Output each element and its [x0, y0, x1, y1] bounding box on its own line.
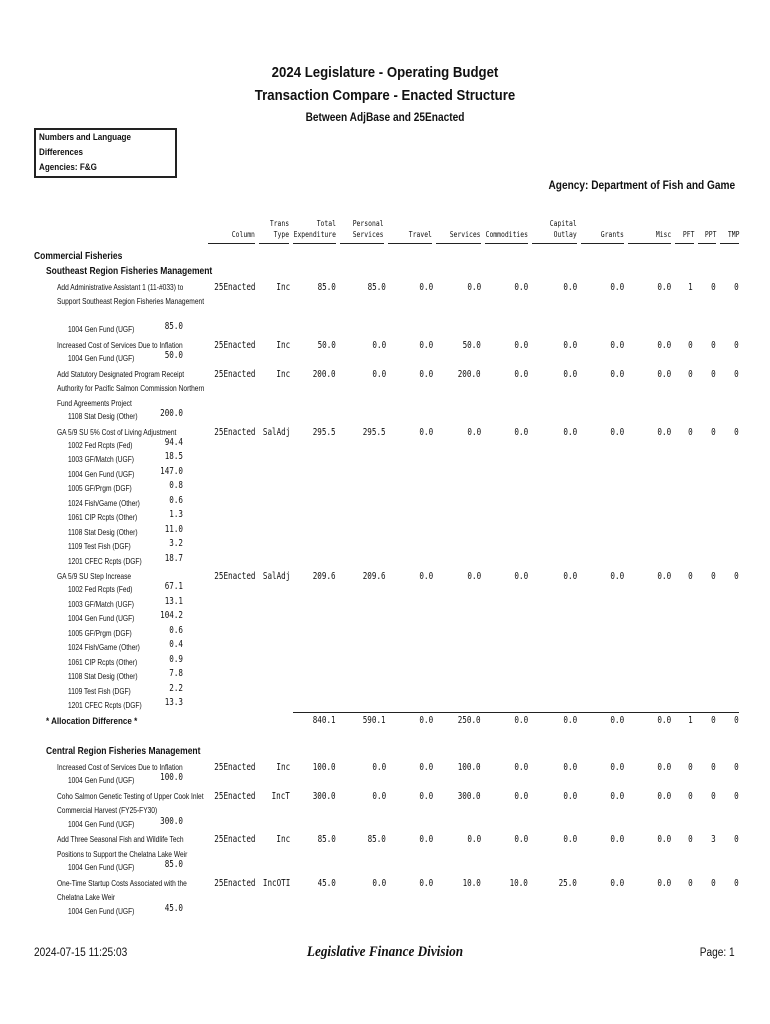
allocation-total-services: 250.0 [458, 715, 481, 726]
southeast-txn-4-capital-outlay: 0.0 [563, 571, 577, 582]
southeast-txn-0-personal-services: 85.0 [367, 282, 386, 293]
southeast-txn-0-fund-0-name: 1004 Gen Fund (UGF) [68, 324, 135, 335]
central-txn-2-personal-services: 85.0 [367, 834, 386, 846]
southeast-txn-3-fund-8-name: 1201 CFEC Rcpts (DGF) [68, 555, 142, 566]
southeast-txn-1-fund-0-amount: 50.0 [164, 350, 183, 362]
central-txn-1-fund-0-name: 1004 Gen Fund (UGF) [68, 818, 135, 829]
header-grants-line-1 [601, 218, 624, 229]
header-pft-underline [675, 243, 694, 244]
southeast-txn-1-services: 50.0 [462, 339, 481, 351]
southeast-txn-0-commodities: 0.0 [514, 282, 528, 293]
central-txn-1-fund-0-amount: 300.0 [160, 815, 183, 827]
central-txn-3-travel: 0.0 [419, 877, 433, 889]
southeast-txn-0-column: 25Enacted [213, 282, 255, 293]
header-total-expenditure [294, 218, 336, 240]
southeast-txn-4-travel: 0.0 [419, 571, 433, 582]
southeast-txn-2-tmp: 0 [734, 368, 739, 380]
central-txn-2-misc: 0.0 [657, 834, 671, 846]
southeast-txn-1-description: Increased Cost of Services Due to Inflation [57, 339, 183, 350]
central-txn-1-services: 300.0 [458, 790, 481, 802]
filter-line-2: Differences [39, 147, 83, 158]
central-txn-1-tmp: 0 [734, 790, 739, 802]
southeast-txn-4-fund-4-name: 1024 Fish/Game (Other) [68, 642, 140, 653]
central-txn-2-grants: 0.0 [610, 834, 624, 846]
southeast-txn-3-fund-6-amount: 11.0 [164, 523, 183, 535]
header-total-expenditure-line-1: Total [316, 219, 336, 228]
southeast-txn-4-fund-0-amount: 67.1 [164, 581, 183, 593]
central-txn-3-commodities: 10.0 [509, 877, 528, 889]
southeast-txn-1-capital-outlay: 0.0 [563, 339, 577, 351]
southeast-txn-4-fund-5-amount: 0.9 [169, 653, 183, 665]
central-txn-0-tmp: 0 [734, 762, 739, 773]
filter-box [34, 128, 177, 178]
southeast-txn-2-misc: 0.0 [657, 368, 671, 380]
southeast-txn-3-fund-7-amount: 3.2 [169, 538, 183, 550]
report-title-line2: Transaction Compare - Enacted Structure [254, 87, 516, 104]
header-pft-line-2: PFT [682, 230, 694, 239]
allocation-total-rule [293, 712, 739, 713]
header-personal-services-line-2: Services [353, 230, 384, 239]
southeast-txn-4-fund-8-name: 1201 CFEC Rcpts (DGF) [68, 700, 142, 711]
southeast-txn-4-fund-6-name: 1108 Stat Desig (Other) [68, 671, 138, 682]
component-heading-southeast: Southeast Region Fisheries Management [46, 266, 213, 277]
header-capital-outlay-underline [532, 243, 577, 244]
header-misc-line-1 [656, 218, 671, 229]
header-travel-underline [388, 243, 432, 244]
central-txn-2-description: Add Three Seasonal Fish and Wildlife Tech Positions to Support the Chelatna Lake Weir [57, 834, 188, 859]
central-txn-1-travel: 0.0 [419, 790, 433, 802]
central-txn-0-trans-type: Inc [276, 762, 290, 773]
central-txn-0-services: 100.0 [458, 762, 481, 773]
southeast-txn-4-fund-3-amount: 0.6 [169, 624, 183, 636]
header-personal-services-underline [340, 243, 384, 244]
footer-page-number: Page: 1 [700, 947, 735, 959]
southeast-txn-2-trans-type: Inc [276, 368, 290, 380]
header-services [450, 218, 481, 240]
central-txn-2-total-expenditure: 85.0 [317, 834, 336, 846]
allocation-difference-label: * Allocation Difference * [46, 716, 138, 727]
header-misc-line-2: Misc [655, 230, 671, 239]
southeast-txn-3-personal-services: 295.5 [363, 426, 386, 438]
southeast-txn-3-tmp: 0 [734, 426, 739, 438]
header-ppt [704, 218, 716, 240]
allocation-total-commodities: 0.0 [514, 715, 528, 726]
central-txn-0-personal-services: 0.0 [372, 762, 386, 773]
southeast-txn-0-pft: 1 [688, 282, 693, 293]
central-txn-1-grants: 0.0 [610, 790, 624, 802]
header-commodities-line-1 [486, 218, 528, 229]
central-txn-0-fund-0-name: 1004 Gen Fund (UGF) [68, 775, 135, 786]
report-subtitle: Between AdjBase and 25Enacted [305, 112, 465, 124]
southeast-txn-3-fund-1-amount: 18.5 [164, 451, 183, 463]
central-txn-0-grants: 0.0 [610, 762, 624, 773]
southeast-txn-2-total-expenditure: 200.0 [313, 368, 336, 380]
southeast-txn-4-fund-1-amount: 13.1 [164, 595, 183, 607]
header-travel-line-2: Travel [408, 230, 432, 239]
central-txn-3-grants: 0.0 [610, 877, 624, 889]
central-txn-1-commodities: 0.0 [514, 790, 528, 802]
southeast-txn-3-fund-3-amount: 0.8 [169, 480, 183, 492]
header-trans-type-line-1: Trans [269, 219, 289, 228]
southeast-txn-4-total-expenditure: 209.6 [313, 571, 336, 582]
central-txn-2-column: 25Enacted [213, 834, 255, 846]
southeast-txn-4-services: 0.0 [467, 571, 481, 582]
southeast-txn-0-misc: 0.0 [657, 282, 671, 293]
southeast-txn-0-capital-outlay: 0.0 [563, 282, 577, 293]
allocation-total-personal-services: 590.1 [363, 715, 386, 726]
southeast-txn-0-travel: 0.0 [419, 282, 433, 293]
southeast-txn-2-fund-0-name: 1108 Stat Desig (Other) [68, 411, 138, 422]
central-txn-0-travel: 0.0 [419, 762, 433, 773]
central-txn-2-fund-0-name: 1004 Gen Fund (UGF) [68, 862, 135, 873]
allocation-total-travel: 0.0 [419, 715, 433, 726]
southeast-txn-3-pft: 0 [688, 426, 693, 438]
header-capital-outlay [550, 218, 577, 240]
header-ppt-line-1 [704, 218, 716, 229]
southeast-txn-1-tmp: 0 [734, 339, 739, 351]
southeast-txn-1-fund-0-name: 1004 Gen Fund (UGF) [68, 353, 135, 364]
footer-division: Legislative Finance Division [306, 944, 464, 960]
header-services-underline [436, 243, 481, 244]
central-txn-3-misc: 0.0 [657, 877, 671, 889]
central-txn-1-total-expenditure: 300.0 [313, 790, 336, 802]
southeast-txn-3-fund-2-name: 1004 Gen Fund (UGF) [68, 468, 135, 479]
southeast-txn-2-description: Add Statutory Designated Program Receipt Authority for Pacific Salmon Commission Northern Fund Agreements Project [57, 368, 205, 408]
allocation-total-tmp: 0 [734, 715, 739, 726]
southeast-txn-0-ppt: 0 [711, 282, 716, 293]
southeast-txn-4-tmp: 0 [734, 571, 739, 582]
central-txn-1-column: 25Enacted [213, 790, 255, 802]
southeast-txn-4-fund-0-name: 1002 Fed Rcpts (Fed) [68, 584, 133, 595]
central-txn-0-total-expenditure: 100.0 [313, 762, 336, 773]
central-txn-0-capital-outlay: 0.0 [563, 762, 577, 773]
southeast-txn-4-trans-type: SalAdj [262, 571, 290, 582]
southeast-txn-3-total-expenditure: 295.5 [313, 426, 336, 438]
southeast-txn-3-travel: 0.0 [419, 426, 433, 438]
central-txn-1-personal-services: 0.0 [372, 790, 386, 802]
header-capital-outlay-line-2: Outlay [553, 230, 577, 239]
header-grants [601, 218, 624, 240]
southeast-txn-4-fund-4-amount: 0.4 [169, 639, 183, 651]
central-txn-3-description: One-Time Startup Costs Associated with the Chelatna Lake Weir [57, 877, 187, 902]
southeast-txn-1-personal-services: 0.0 [372, 339, 386, 351]
header-tmp-underline [720, 243, 739, 244]
header-services-line-1 [450, 218, 481, 229]
header-column-line-1 [232, 218, 255, 229]
southeast-txn-2-services: 200.0 [458, 368, 481, 380]
southeast-txn-0-description: Add Administrative Assistant 1 (11-#033) to Support Southeast Region Fisheries Management [57, 282, 205, 307]
agency-heading: Agency: Department of Fish and Game [548, 180, 735, 192]
report-title-line1: 2024 Legislature - Operating Budget [271, 64, 499, 81]
header-grants-line-2: Grants [600, 230, 624, 239]
southeast-txn-4-pft: 0 [688, 571, 693, 582]
southeast-txn-3-column: 25Enacted [213, 426, 255, 438]
southeast-txn-3-ppt: 0 [711, 426, 716, 438]
central-txn-2-services: 0.0 [467, 834, 481, 846]
central-txn-0-pft: 0 [688, 762, 693, 773]
southeast-txn-2-ppt: 0 [711, 368, 716, 380]
southeast-txn-2-column: 25Enacted [213, 368, 255, 380]
header-travel-line-1 [409, 218, 432, 229]
southeast-txn-0-fund-0-amount: 85.0 [164, 321, 183, 333]
southeast-txn-0-tmp: 0 [734, 282, 739, 293]
southeast-txn-4-fund-7-name: 1109 Test Fish (DGF) [68, 685, 131, 696]
header-trans-type [270, 218, 289, 240]
southeast-txn-4-description: GA 5/9 SU Step Increase [57, 571, 132, 581]
allocation-total-grants: 0.0 [610, 715, 624, 726]
southeast-txn-2-personal-services: 0.0 [372, 368, 386, 380]
header-personal-services-line-1: Personal [353, 219, 384, 228]
header-services-line-2: Services [450, 230, 481, 239]
central-txn-3-tmp: 0 [734, 877, 739, 889]
southeast-txn-0-trans-type: Inc [276, 282, 290, 293]
central-txn-0-fund-0-amount: 100.0 [160, 772, 183, 784]
southeast-txn-1-ppt: 0 [711, 339, 716, 351]
central-txn-0-column: 25Enacted [213, 762, 255, 773]
header-pft-line-1 [682, 218, 694, 229]
southeast-txn-3-misc: 0.0 [657, 426, 671, 438]
southeast-txn-4-grants: 0.0 [610, 571, 624, 582]
southeast-txn-0-grants: 0.0 [610, 282, 624, 293]
central-txn-3-column: 25Enacted [213, 877, 255, 889]
header-ppt-underline [698, 243, 716, 244]
central-txn-3-pft: 0 [688, 877, 693, 889]
southeast-txn-1-commodities: 0.0 [514, 339, 528, 351]
southeast-txn-4-fund-1-name: 1003 GF/Match (UGF) [68, 598, 134, 609]
central-txn-2-tmp: 0 [734, 834, 739, 846]
southeast-txn-3-fund-4-amount: 0.6 [169, 494, 183, 506]
southeast-txn-4-fund-6-amount: 7.8 [169, 668, 183, 680]
southeast-txn-1-trans-type: Inc [276, 339, 290, 351]
southeast-txn-4-fund-5-name: 1061 CIP Rcpts (Other) [68, 656, 138, 667]
southeast-txn-2-travel: 0.0 [419, 368, 433, 380]
filter-line-1: Numbers and Language [39, 132, 131, 143]
southeast-txn-3-fund-0-amount: 94.4 [164, 436, 183, 448]
central-txn-3-fund-0-amount: 45.0 [164, 902, 183, 914]
southeast-txn-3-fund-1-name: 1003 GF/Match (UGF) [68, 454, 134, 465]
southeast-txn-1-total-expenditure: 50.0 [317, 339, 336, 351]
southeast-txn-1-grants: 0.0 [610, 339, 624, 351]
central-txn-1-ppt: 0 [711, 790, 716, 802]
southeast-txn-4-fund-2-name: 1004 Gen Fund (UGF) [68, 613, 135, 624]
southeast-txn-3-capital-outlay: 0.0 [563, 426, 577, 438]
southeast-txn-1-travel: 0.0 [419, 339, 433, 351]
southeast-txn-4-fund-3-name: 1005 GF/Prgm (DGF) [68, 627, 132, 638]
central-txn-2-pft: 0 [688, 834, 693, 846]
central-txn-2-commodities: 0.0 [514, 834, 528, 846]
southeast-txn-3-fund-4-name: 1024 Fish/Game (Other) [68, 497, 140, 508]
footer-timestamp: 2024-07-15 11:25:03 [34, 947, 128, 959]
central-txn-0-description: Increased Cost of Services Due to Inflation [57, 762, 183, 772]
component-heading-central: Central Region Fisheries Management [46, 746, 201, 757]
southeast-txn-0-total-expenditure: 85.0 [317, 282, 336, 293]
header-misc-underline [628, 243, 671, 244]
southeast-txn-2-capital-outlay: 0.0 [563, 368, 577, 380]
southeast-txn-3-fund-0-name: 1002 Fed Rcpts (Fed) [68, 439, 133, 450]
central-txn-3-fund-0-name: 1004 Gen Fund (UGF) [68, 905, 135, 916]
central-txn-3-total-expenditure: 45.0 [317, 877, 336, 889]
southeast-txn-3-commodities: 0.0 [514, 426, 528, 438]
southeast-txn-4-fund-2-amount: 104.2 [160, 610, 183, 622]
southeast-txn-2-grants: 0.0 [610, 368, 624, 380]
southeast-txn-4-misc: 0.0 [657, 571, 671, 582]
southeast-txn-2-pft: 0 [688, 368, 693, 380]
allocation-total-misc: 0.0 [657, 715, 671, 726]
southeast-txn-4-personal-services: 209.6 [363, 571, 386, 582]
central-txn-3-personal-services: 0.0 [372, 877, 386, 889]
header-capital-outlay-line-1: Capital [550, 219, 577, 228]
central-txn-3-capital-outlay: 25.0 [558, 877, 577, 889]
header-commodities-line-2: Commodities [485, 230, 528, 239]
header-misc [656, 218, 671, 240]
central-txn-2-fund-0-amount: 85.0 [164, 859, 183, 871]
central-txn-1-trans-type: IncT [271, 790, 290, 802]
header-grants-underline [581, 243, 624, 244]
central-txn-3-trans-type: IncOTI [262, 877, 290, 889]
central-txn-3-ppt: 0 [711, 877, 716, 889]
southeast-txn-1-pft: 0 [688, 339, 693, 351]
allocation-total-ppt: 0 [711, 715, 716, 726]
header-personal-services [353, 218, 384, 240]
southeast-txn-4-commodities: 0.0 [514, 571, 528, 582]
southeast-txn-0-services: 0.0 [467, 282, 481, 293]
header-tmp-line-2: TMP [727, 230, 739, 239]
southeast-txn-1-misc: 0.0 [657, 339, 671, 351]
filter-line-3: Agencies: F&G [39, 162, 97, 173]
allocation-total-total-expenditure: 840.1 [313, 715, 336, 726]
central-txn-2-travel: 0.0 [419, 834, 433, 846]
central-txn-0-ppt: 0 [711, 762, 716, 773]
southeast-txn-3-fund-5-name: 1061 CIP Rcpts (Other) [68, 512, 138, 523]
southeast-txn-3-fund-8-amount: 18.7 [164, 552, 183, 564]
southeast-txn-4-fund-8-amount: 13.3 [164, 697, 183, 709]
central-txn-1-pft: 0 [688, 790, 693, 802]
allocation-total-pft: 1 [688, 715, 693, 726]
southeast-txn-2-commodities: 0.0 [514, 368, 528, 380]
southeast-txn-4-column: 25Enacted [213, 571, 255, 582]
header-total-expenditure-line-2: Expenditure [293, 230, 336, 239]
header-trans-type-underline [259, 243, 289, 244]
header-column-line-2: Column [231, 230, 255, 239]
allocation-heading: Commercial Fisheries [34, 251, 123, 262]
header-trans-type-line-2: Type [273, 230, 289, 239]
southeast-txn-1-column: 25Enacted [213, 339, 255, 351]
header-ppt-line-2: PPT [704, 230, 716, 239]
central-txn-1-misc: 0.0 [657, 790, 671, 802]
southeast-txn-3-fund-3-name: 1005 GF/Prgm (DGF) [68, 483, 132, 494]
header-commodities-underline [485, 243, 528, 244]
central-txn-0-misc: 0.0 [657, 762, 671, 773]
central-txn-2-capital-outlay: 0.0 [563, 834, 577, 846]
central-txn-2-ppt: 3 [711, 834, 716, 846]
southeast-txn-3-description: GA 5/9 SU 5% Cost of Living Adjustment [57, 426, 177, 437]
central-txn-0-commodities: 0.0 [514, 762, 528, 773]
southeast-txn-2-fund-0-amount: 200.0 [160, 408, 183, 420]
header-total-expenditure-underline [293, 243, 336, 244]
southeast-txn-4-ppt: 0 [711, 571, 716, 582]
southeast-txn-3-trans-type: SalAdj [262, 426, 290, 438]
southeast-txn-3-fund-2-amount: 147.0 [160, 465, 183, 477]
header-tmp [727, 218, 739, 240]
central-txn-3-services: 10.0 [462, 877, 481, 889]
southeast-txn-3-fund-6-name: 1108 Stat Desig (Other) [68, 526, 138, 537]
southeast-txn-4-fund-7-amount: 2.2 [169, 682, 183, 694]
southeast-txn-3-services: 0.0 [467, 426, 481, 438]
header-commodities [486, 218, 528, 240]
header-pft [682, 218, 694, 240]
central-txn-1-description: Coho Salmon Genetic Testing of Upper Cook Inlet Commercial Harvest (FY25-FY30) [57, 790, 204, 816]
header-column-underline [208, 243, 255, 244]
header-travel [409, 218, 432, 240]
southeast-txn-3-grants: 0.0 [610, 426, 624, 438]
southeast-txn-3-fund-5-amount: 1.3 [169, 509, 183, 521]
central-txn-2-trans-type: Inc [276, 834, 290, 846]
header-column [232, 218, 255, 240]
header-tmp-line-1 [727, 218, 739, 229]
allocation-total-capital-outlay: 0.0 [563, 715, 577, 726]
central-txn-1-capital-outlay: 0.0 [563, 790, 577, 802]
southeast-txn-3-fund-7-name: 1109 Test Fish (DGF) [68, 541, 131, 552]
